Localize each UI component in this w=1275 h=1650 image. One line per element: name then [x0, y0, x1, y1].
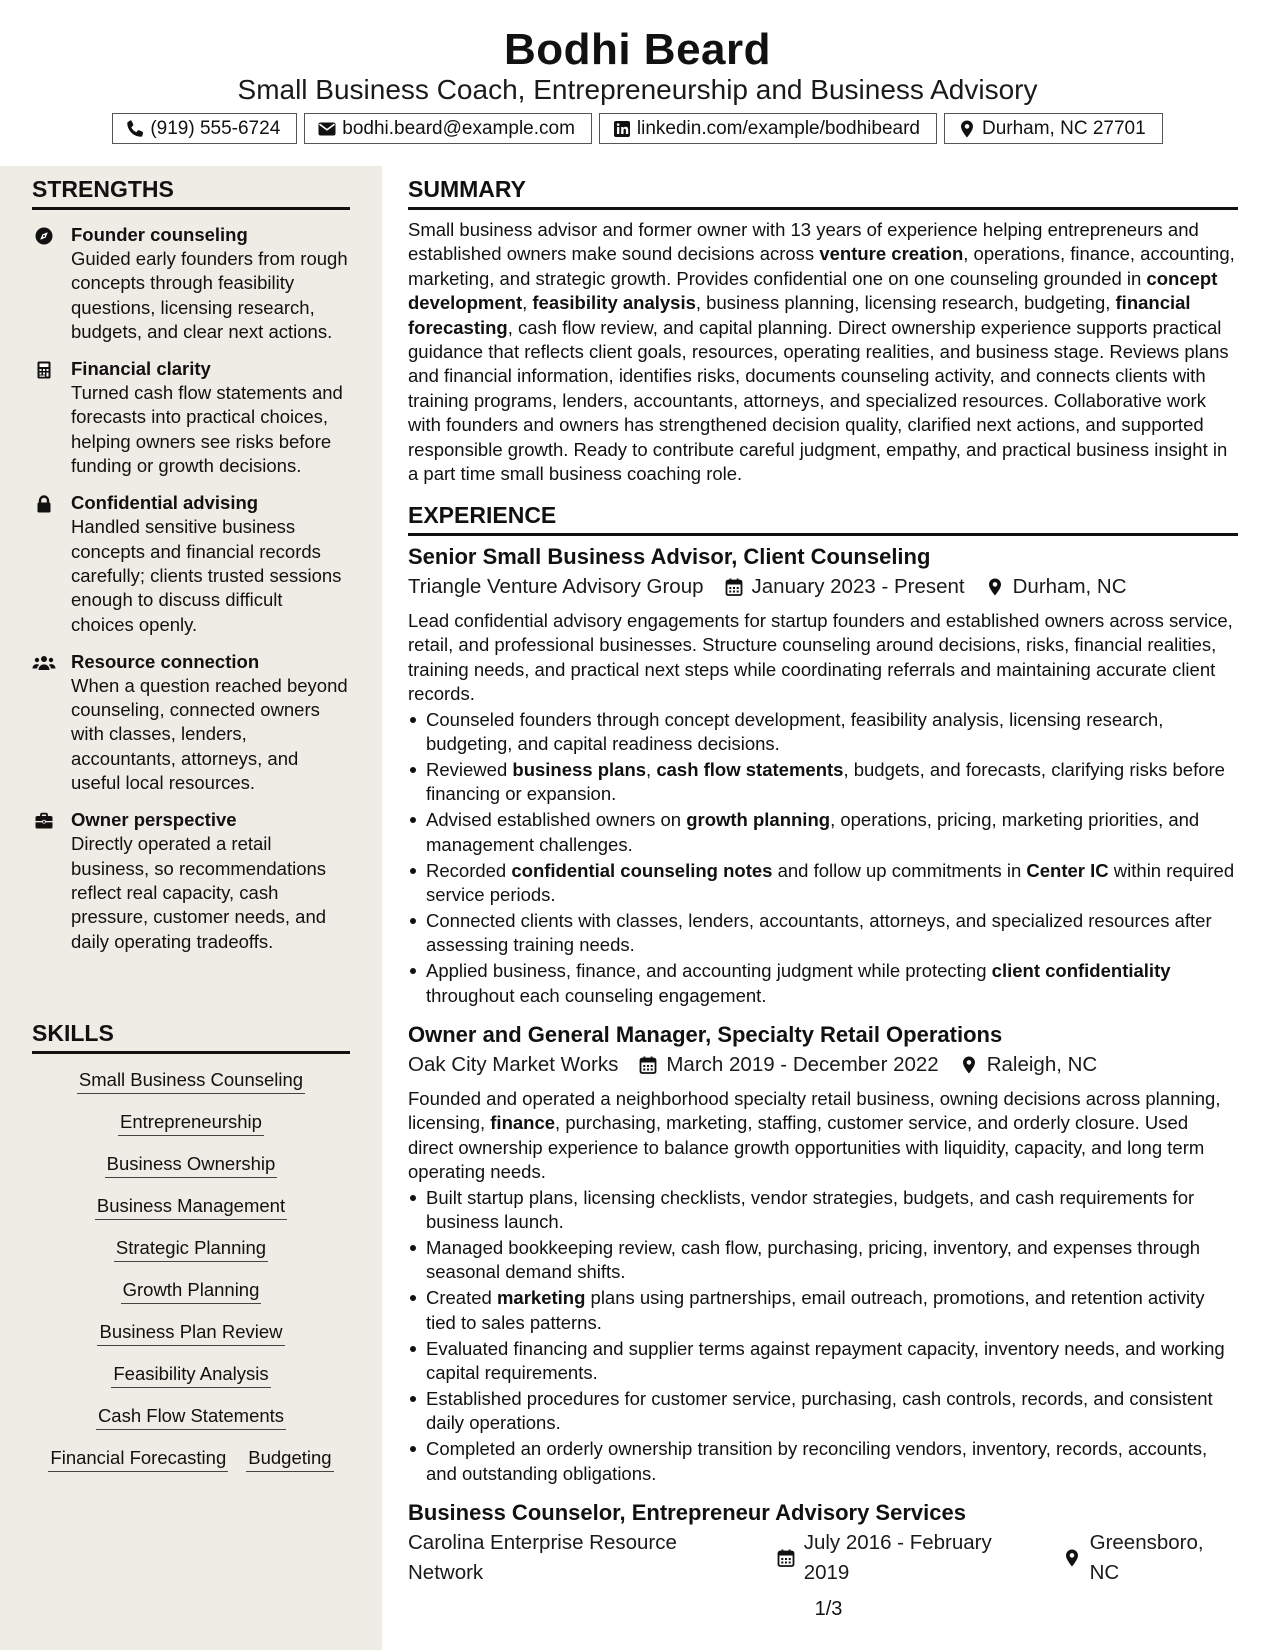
main-content — [382, 166, 1275, 1650]
skill-tag: Financial Forecasting — [48, 1446, 228, 1472]
skill-tag: Strategic Planning — [114, 1236, 268, 1262]
text-run: , operations, finance, accounting, marketing, and strategic growth. Provides confidential one on one counseling grounded in — [408, 243, 1235, 289]
text-run: Created — [426, 1287, 497, 1309]
skills-heading: SKILLS — [32, 1018, 350, 1054]
skill-tag: Small Business Counseling — [77, 1068, 305, 1094]
skill-tag: Business Plan Review — [97, 1320, 284, 1346]
text-run: Completed an orderly ownership transition by reconciling vendors, inventory, records, accounts, and outstanding obligations. — [426, 1438, 1208, 1484]
company-name: Carolina Enterprise Resource Network — [408, 1531, 677, 1584]
text-run: Small business advisor and former owner with 13 years of experience helping entrepreneurs and established owners make sound decisions across — [408, 219, 1199, 265]
bullet-item — [408, 708, 1238, 757]
strength-title: Founder counseling — [71, 224, 248, 245]
emphasis-text: confidential counseling notes — [511, 859, 773, 881]
text-run: plans using partnerships, email outreach, promotions, and retention activity tied to sales patterns. — [426, 1287, 1205, 1333]
text-run: Applied business, finance, and accounting judgment while protecting — [426, 960, 992, 982]
skills-section — [32, 1018, 350, 1488]
text-run: and follow up commitments in — [772, 859, 1027, 881]
company-name: Oak City Market Works — [408, 1053, 619, 1076]
experience-section — [408, 500, 1238, 1588]
emphasis-text: cash flow statements — [656, 758, 844, 780]
job-entry — [408, 542, 1238, 1008]
bullet-item — [408, 1286, 1238, 1335]
calendar-icon — [724, 577, 744, 597]
compass-icon — [34, 226, 54, 246]
strengths-section — [32, 174, 350, 954]
map-pin-icon — [1062, 1548, 1082, 1568]
job-meta — [408, 572, 1238, 602]
emphasis-text: finance — [490, 1112, 556, 1134]
people-group-icon — [32, 653, 56, 673]
text-run: Built startup plans, licensing checklists, vendor strategies, budgets, and cash requirements for business launch. — [426, 1186, 1195, 1233]
briefcase-icon — [34, 811, 54, 831]
text-run: , purchasing, marketing, staffing, customer service, and orderly closure. Used direct ownership experience to balance growth opportunities with liquidity, capacity, and long term operating needs. — [408, 1112, 1205, 1183]
emphasis-text: business plans — [512, 758, 647, 780]
text-run: throughout each counseling engagement. — [426, 984, 767, 1006]
bullet-item — [408, 1186, 1238, 1235]
bullet-item — [408, 1236, 1238, 1285]
bullet-item — [408, 1437, 1238, 1486]
emphasis-text: feasibility analysis — [532, 292, 696, 314]
contact-location — [944, 113, 1163, 144]
bullet-item — [408, 758, 1238, 807]
emphasis-text: venture creation — [819, 243, 964, 265]
envelope-icon — [317, 119, 337, 139]
job-entry — [408, 1498, 1238, 1588]
text-run: Established procedures for customer service, purchasing, cash controls, records, and consistent daily operations. — [426, 1387, 1213, 1434]
strength-description: Guided early founders from rough concepts through feasibility questions, licensing research, budgets, and clear next actions. — [71, 248, 348, 342]
text-run: Founded and operated a neighborhood specialty retail business, owning decisions across planning, licensing, — [408, 1088, 1221, 1134]
contact-bar — [0, 113, 1275, 144]
strength-item — [32, 223, 350, 344]
lock-icon — [34, 494, 54, 514]
emphasis-text: growth planning — [686, 809, 831, 831]
strength-description: Directly operated a retail business, so recommendations reflect real capacity, cash pressure, customer needs, and daily operating tradeoffs. — [71, 833, 327, 952]
emphasis-text: concept development — [408, 267, 1218, 314]
job-dates: January 2023 - Present — [751, 575, 965, 598]
strength-item — [32, 357, 350, 478]
text-run: Counseled founders through concept development, feasibility analysis, licensing research, budgeting, and capital readiness decisions. — [426, 708, 1164, 755]
sidebar — [0, 166, 382, 1650]
map-pin-icon — [959, 1055, 979, 1075]
skill-tag: Feasibility Analysis — [111, 1362, 270, 1388]
strength-description: Turned cash flow statements and forecasts into practical choices, helping owners see risks before funding or growth decisions. — [71, 382, 343, 477]
calendar-icon — [638, 1055, 658, 1075]
emphasis-text: marketing — [496, 1287, 586, 1309]
job-title: Business Counselor, Entrepreneur Advisory Services — [408, 1500, 966, 1525]
job-dates: July 2016 - February 2019 — [803, 1531, 992, 1584]
text-run: , operations, pricing, marketing priorities, and management challenges. — [426, 809, 1200, 855]
emphasis-text: Center IC — [1026, 859, 1109, 881]
job-list — [408, 542, 1238, 1588]
skill-tag: Business Management — [95, 1194, 287, 1220]
skill-tag: Business Ownership — [105, 1152, 278, 1178]
contact-email-text: bodhi.beard@example.com — [342, 117, 575, 139]
strength-item — [32, 808, 350, 953]
skills-list — [32, 1068, 350, 1488]
calculator-icon — [34, 360, 54, 380]
job-meta — [408, 1528, 1238, 1588]
text-run: Lead confidential advisory engagements for startup founders and established owners across service, retail, and professional businesses. Structure counseling around decisions, risks, financial realities, training needs, and practical next steps while coordinating referrals and maintaining accurate client records. — [408, 610, 1233, 705]
skill-tag: Growth Planning — [121, 1278, 262, 1304]
job-title: Owner and General Manager, Specialty Retail Operations — [408, 1022, 1003, 1047]
job-bullets — [408, 1186, 1238, 1486]
strength-title: Owner perspective — [71, 809, 237, 831]
emphasis-text: financial forecasting — [408, 292, 1191, 338]
summary-heading: SUMMARY — [408, 174, 1238, 210]
text-run: , business planning, licensing research, budgeting, — [695, 292, 1116, 314]
job-bullets — [408, 708, 1238, 1008]
linkedin-icon — [612, 119, 632, 139]
contact-phone[interactable] — [112, 113, 297, 144]
strength-title: Financial clarity — [71, 358, 211, 380]
bullet-item — [408, 909, 1238, 958]
skill-tag: Entrepreneurship — [118, 1110, 264, 1136]
job-description — [408, 1087, 1238, 1185]
contact-linkedin-text: linkedin.com/example/bodhibeard — [636, 117, 920, 139]
text-run: Evaluated financing and supplier terms against repayment capacity, inventory needs, and working capital requirements. — [426, 1337, 1225, 1383]
page-number: 1/3 — [814, 1598, 843, 1620]
text-run: , cash flow review, and capital planning. Direct ownership experience supports practical guidance that reflects client goals, resources, operating realities, and business stage. Reviews plans and financial information, identifies risks, documents counseling activity, and connects clients with training programs, lenders, accountants, attorneys, and specialized resources. Collaborative work with founders and owners has strengthened decision quality, clarified next actions, and supported responsible growth. Ready to contribute careful judgment, empathy, and practical business insight in a part time small business coaching role. — [408, 316, 1229, 485]
resume-header — [0, 0, 1275, 166]
contact-phone-text: (919) 555-6724 — [150, 117, 281, 139]
text-run: Managed bookkeeping review, cash flow, purchasing, pricing, inventory, and expenses through seasonal demand shifts. — [426, 1236, 1201, 1283]
summary-section — [408, 174, 1238, 486]
candidate-headline: Small Business Coach, Entrepreneurship and Business Advisory — [237, 74, 1038, 105]
bullet-item — [408, 959, 1238, 1008]
text-run: , — [646, 758, 657, 780]
skill-tag: Cash Flow Statements — [96, 1404, 286, 1430]
bullet-item — [408, 1337, 1238, 1386]
summary-text — [408, 218, 1238, 486]
strength-description: When a question reached beyond counseling, connected owners with classes, lenders, accountants, attorneys, and useful local resources. — [71, 674, 348, 794]
candidate-name: Bodhi Beard — [503, 25, 772, 74]
experience-heading: EXPERIENCE — [408, 500, 1238, 536]
job-location: Greensboro, NC — [1089, 1531, 1204, 1584]
phone-icon — [125, 119, 145, 139]
bullet-item — [408, 859, 1238, 908]
bullet-item — [408, 1387, 1238, 1436]
job-location: Raleigh, NC — [986, 1053, 1098, 1076]
strengths-heading: STRENGTHS — [32, 174, 350, 210]
text-run: Recorded — [426, 859, 512, 881]
contact-linkedin[interactable] — [599, 113, 937, 144]
strength-item — [32, 650, 350, 795]
contact-location-text: Durham, NC 27701 — [981, 117, 1146, 139]
strength-description: Handled sensitive business concepts and financial records carefully; clients trusted sessions enough to discuss difficult choices openly. — [71, 516, 342, 635]
bullet-item — [408, 808, 1238, 857]
strength-title: Resource connection — [71, 650, 260, 672]
job-location: Durham, NC — [1012, 575, 1127, 598]
job-description — [408, 609, 1238, 707]
text-run: within required service periods. — [426, 859, 1235, 905]
text-run: Connected clients with classes, lenders, accountants, attorneys, and specialized resources after assessing training needs. — [426, 909, 1212, 956]
text-run: , — [522, 292, 533, 314]
strength-title: Confidential advising — [71, 492, 259, 514]
map-pin-icon — [985, 577, 1005, 597]
job-dates: March 2019 - December 2022 — [666, 1053, 939, 1076]
emphasis-text: client confidentiality — [991, 960, 1171, 982]
skill-tag: Budgeting — [246, 1446, 333, 1472]
strength-item — [32, 491, 350, 636]
job-title: Senior Small Business Advisor, Client Counseling — [408, 544, 931, 569]
company-name: Triangle Venture Advisory Group — [408, 575, 704, 598]
text-run: , budgets, and forecasts, clarifying risks before financing or expansion. — [426, 758, 1225, 805]
job-entry — [408, 1020, 1238, 1486]
text-run: Advised established owners on — [426, 809, 687, 831]
map-pin-icon — [957, 119, 977, 139]
contact-email[interactable] — [304, 113, 592, 144]
calendar-icon — [776, 1548, 796, 1568]
text-run: Reviewed — [426, 758, 513, 780]
job-meta — [408, 1050, 1238, 1080]
